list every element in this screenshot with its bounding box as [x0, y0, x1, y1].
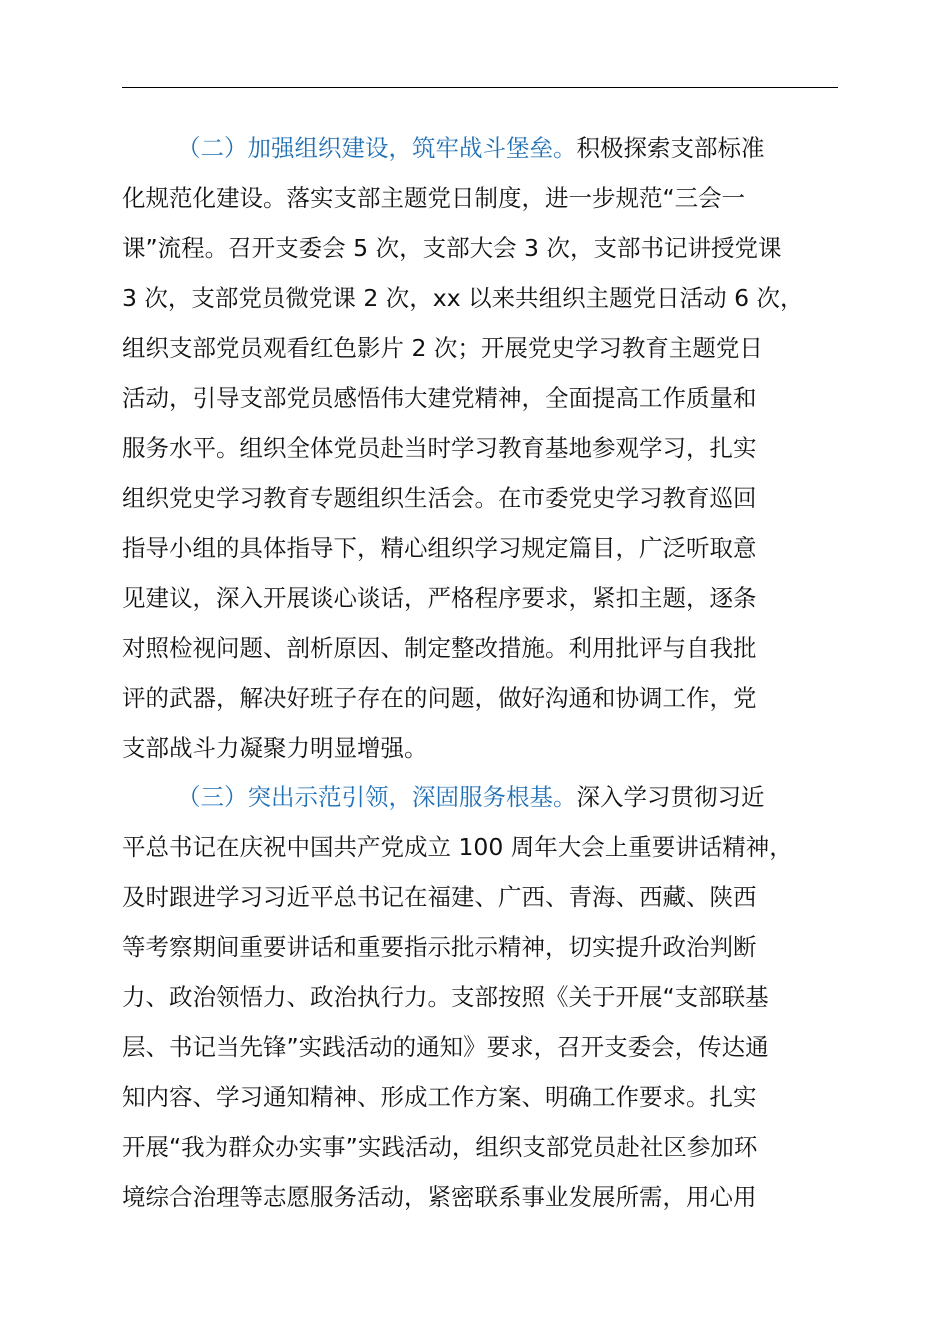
section-3-line-6: 层、书记当先锋”实践活动的通知》要求，召开支委会，传达通: [122, 1033, 769, 1061]
section-3-line-3: 及时跟进学习习近平总书记在福建、广西、青海、西藏、陕西: [122, 883, 757, 911]
section-3-line-7: 知内容、学习通知精神、形成工作方案、明确工作要求。扎实: [122, 1083, 757, 1111]
section-2-line-7: 服务水平。组织全体党员赴当时学习教育基地参观学习，扎实: [122, 434, 757, 462]
paragraph-line: [122, 772, 838, 822]
section-3-line-8: 开展“我为群众办实事”实践活动，组织支部党员赴社区参加环: [122, 1133, 758, 1161]
section-2-line-8: 组织党史学习教育专题组织生活会。在市委党史学习教育巡回: [122, 484, 757, 512]
section-3-line-5: 力、政治领悟力、政治执行力。支部按照《关于开展“支部联基: [122, 983, 769, 1011]
paragraph-line: [122, 123, 838, 173]
section-3-paragraph: [122, 772, 838, 1222]
section-2-line-6: 活动，引导支部党员感悟伟大建党精神，全面提高工作质量和: [122, 384, 757, 412]
section-2-line-11: 对照检视问题、剖析原因、制定整改措施。利用批评与自我批: [122, 634, 757, 662]
section-3-heading: （三）突出示范引领，深固服务根基。: [177, 783, 577, 811]
section-2-line-12: 评的武器，解决好班子存在的问题，做好沟通和协调工作，党: [122, 684, 757, 712]
section-2-line-1: 积极探索支部标准: [576, 134, 765, 162]
section-3-line-9: 境综合治理等志愿服务活动，紧密联系事业发展所需，用心用: [122, 1183, 757, 1211]
section-2-line-13: 支部战斗力凝聚力明显增强。: [122, 734, 428, 762]
section-3-line-2: 平总书记在庆祝中国共产党成立 100 周年大会上重要讲话精神，: [122, 833, 793, 861]
section-2-line-4: 3 次，支部党员微党课 2 次，xx 以来共组织主题党日活动 6 次，: [122, 284, 804, 312]
section-2-line-10: 见建议，深入开展谈心谈话，严格程序要求，紧扣主题，逐条: [122, 584, 757, 612]
section-2-line-5: 组织支部党员观看红色影片 2 次；开展党史学习教育主题党日: [122, 334, 763, 362]
header-rule: [122, 87, 838, 88]
section-2-heading: （二）加强组织建设，筑牢战斗堡垒。: [177, 134, 577, 162]
section-2-paragraph: [122, 123, 838, 773]
section-2-line-3: 课”流程。召开支委会 5 次，支部大会 3 次，支部书记讲授党课: [122, 234, 782, 262]
section-2-line-9: 指导小组的具体指导下，精心组织学习规定篇目，广泛听取意: [122, 534, 757, 562]
section-3-line-1: 深入学习贯彻习近: [576, 783, 765, 811]
section-3-line-4: 等考察期间重要讲话和重要指示批示精神，切实提升政治判断: [122, 933, 757, 961]
section-2-line-2: 化规范化建设。落实支部主题党日制度，进一步规范“三会一: [122, 184, 746, 212]
